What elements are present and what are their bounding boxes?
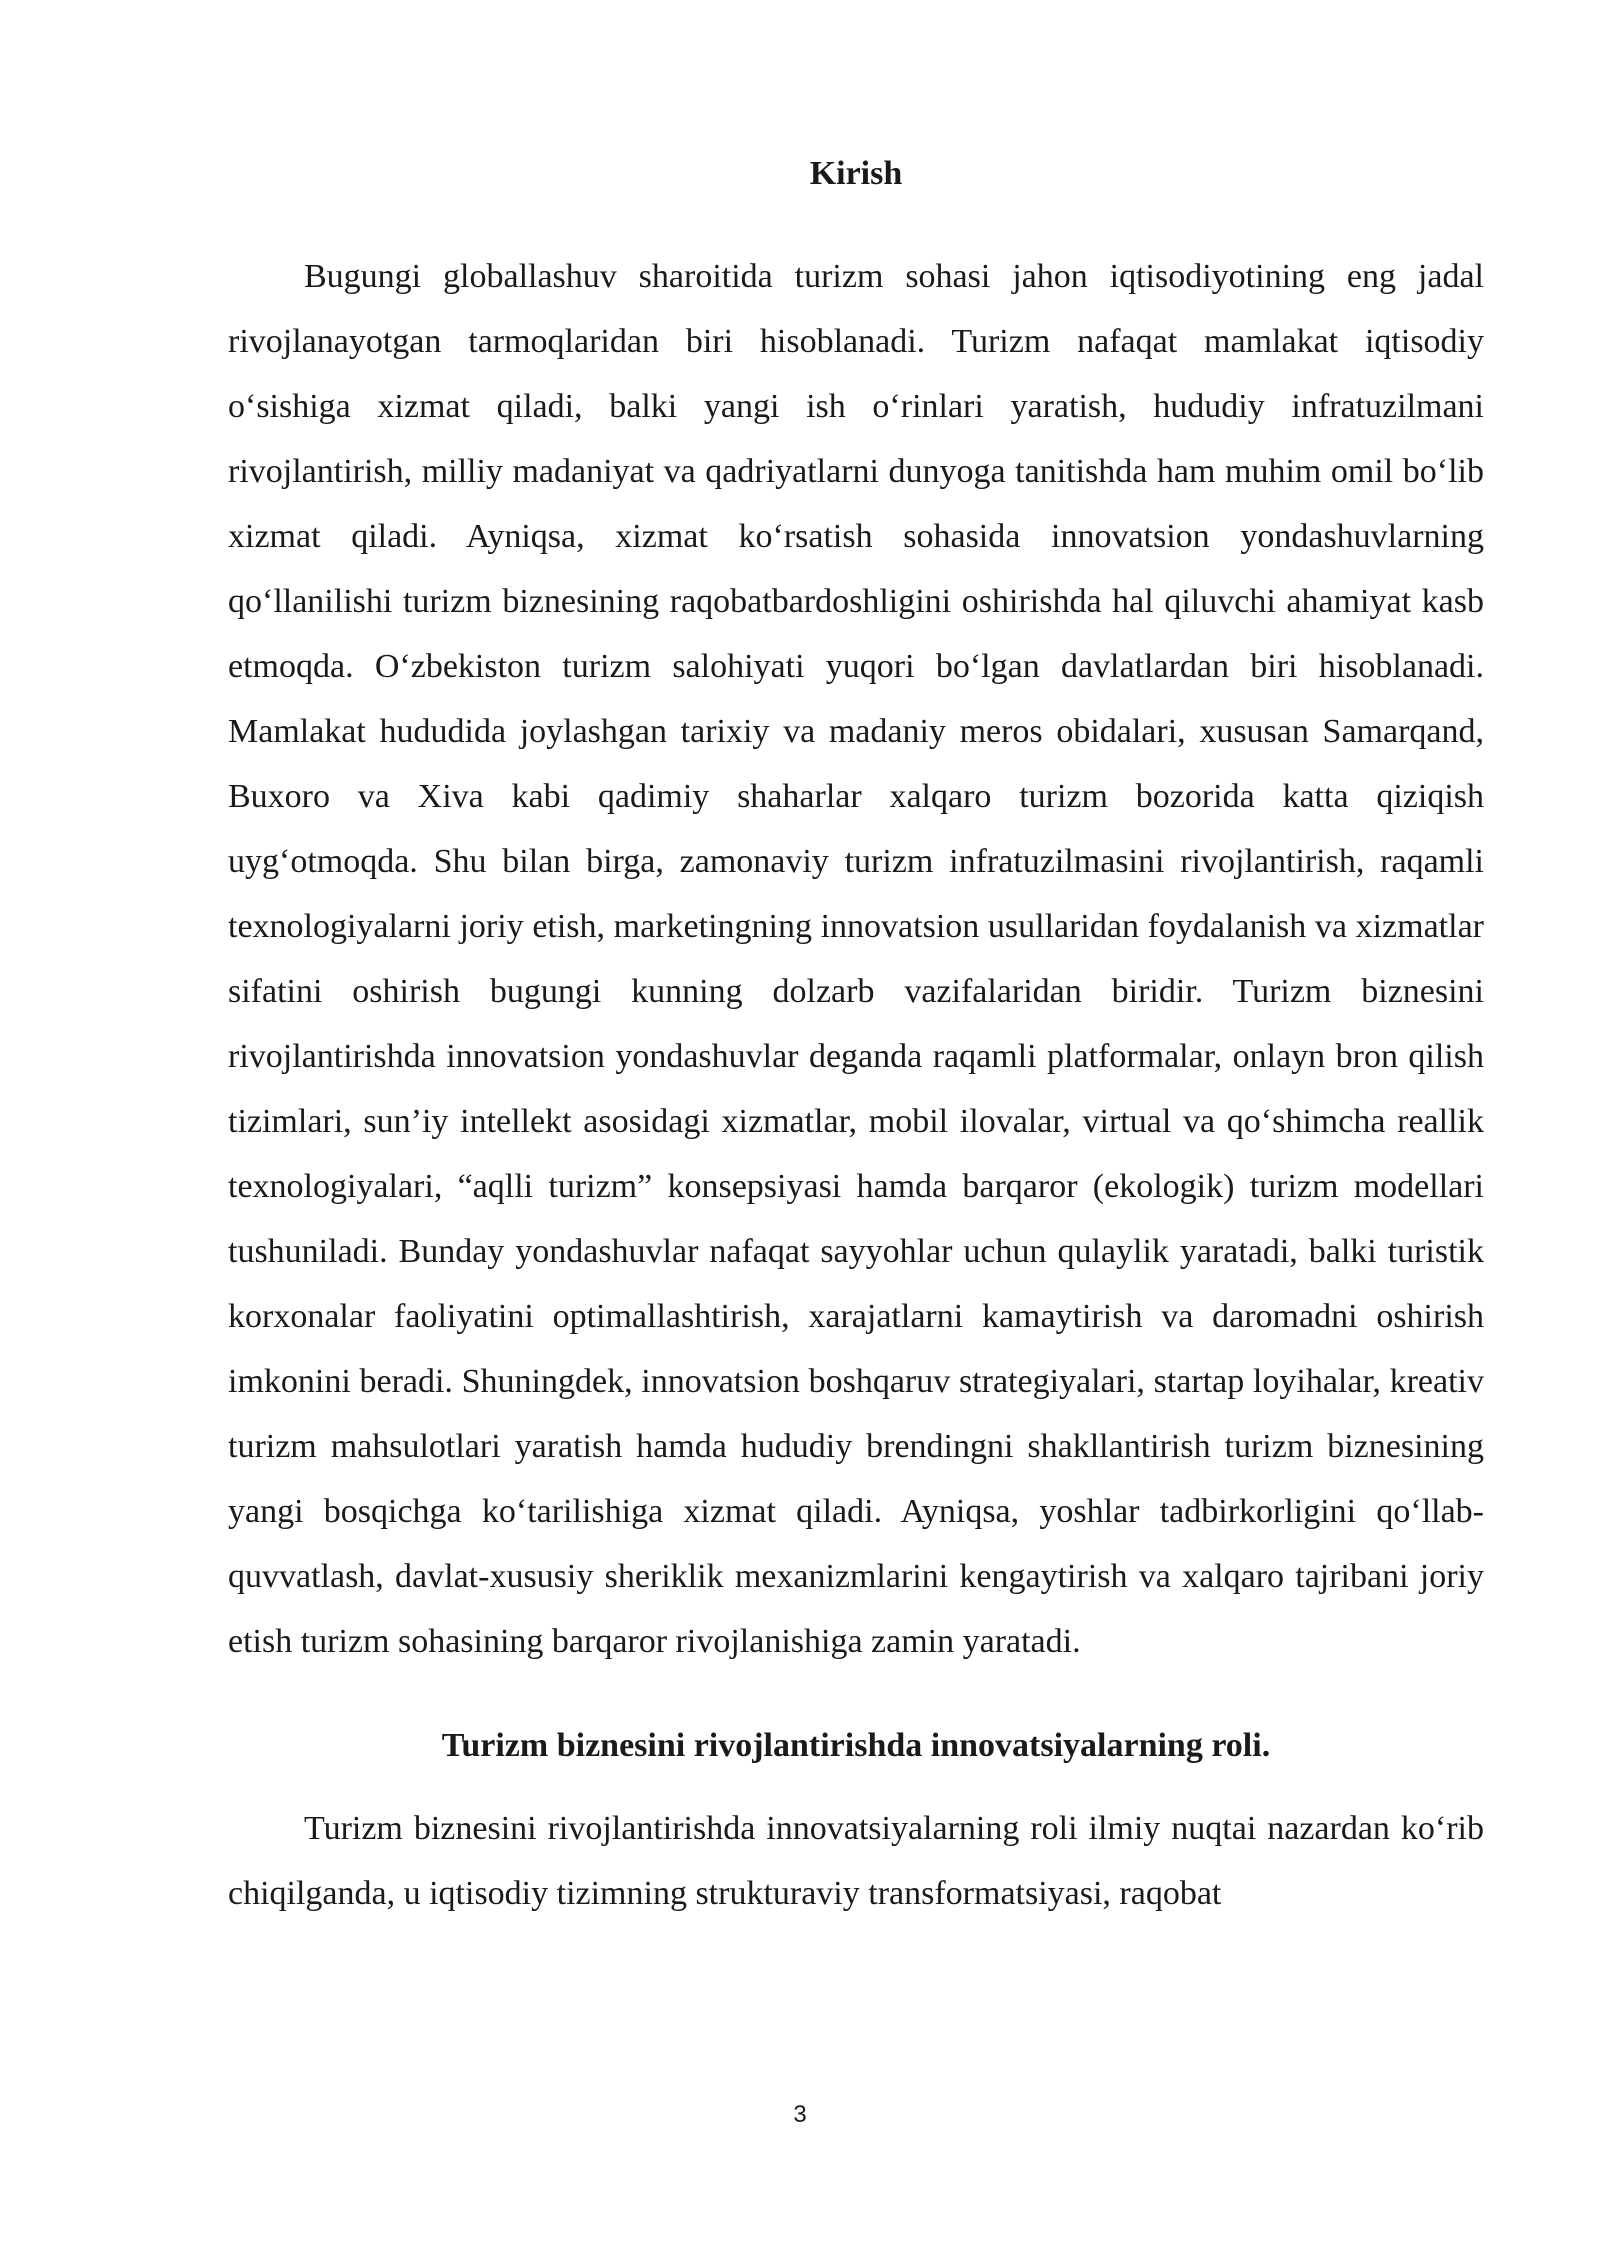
section-heading-kirish: Kirish [809, 155, 903, 192]
section-heading-innovations: Turizm biznesini rivojlantirishda innovatsiyalarning roli. [441, 1727, 1271, 1764]
page-number: 3 [793, 2101, 807, 2128]
page-content [228, 148, 1484, 1926]
intro-paragraph: Bugungi globallashuv sharoitida turizm sohasi jahon iqtisodiyotining eng jadal rivojlanayotgan tarmoqlaridan biri hisoblanadi. Turizm nafaqat mamlakat iqtisodiy o‘sishiga xizmat qiladi, balki yangi ish o‘rinlari yaratish, hududiy infratuzilmani rivojlantirish, milliy madaniyat va qadriyatlarni dunyoga tanitishda ham muhim omil bo‘lib xizmat qiladi. Ayniqsa, xizmat ko‘rsatish sohasida innovatsion yondashuvlarning qo‘llanilishi turizm biznesining raqobatbardoshligini oshirishda hal qiluvchi ahamiyat kasb etmoqda. O‘zbekiston turizm salohiyati yuqori bo‘lgan davlatlardan biri hisoblanadi. Mamlakat hududida joylashgan tarixiy va madaniy meros obidalari, xususan Samarqand, Buxoro va Xiva kabi qadimiy shaharlar xalqaro turizm bozorida katta qiziqish uyg‘otmoqda. Shu bilan birga, zamonaviy turizm infratuzilmasini rivojlantirish, raqamli texnologiyalarni joriy etish, marketingning innovatsion usullaridan foydalanish va xizmatlar sifatini oshirish bugungi kunning dolzarb vazifalaridan biridir. Turizm biznesini rivojlantirishda innovatsion yondashuvlar deganda raqamli platformalar, onlayn bron qilish tizimlari, sun’iy intellekt asosidagi xizmatlar, mobil ilovalar, virtual va qo‘shimcha reallik texnologiyalari, “aqlli turizm” konsepsiyasi hamda barqaror (ekologik) turizm modellari tushuniladi. Bunday yondashuvlar nafaqat sayyohlar uchun qulaylik yaratadi, balki turistik korxonalar faoliyatini optimallashtirish, xarajatlarni kamaytirish va daromadni oshirish imkonini beradi. Shuningdek, innovatsion boshqaruv strategiyalari, startap loyihalar, kreativ turizm mahsulotlari yaratish hamda hududiy brendingni shakllantirish turizm biznesining yangi bosqichga ko‘tarilishiga xizmat qiladi. Ayniqsa, yoshlar tadbirkorligini qo‘llab-quvvatlash, davlat-xususiy sheriklik mexanizmlarini kengaytirish va xalqaro tajribani joriy etish turizm sohasining barqaror rivojlanishiga zamin yaratadi. [228, 258, 1484, 1660]
innovations-paragraph: Turizm biznesini rivojlantirishda innovatsiyalarning roli ilmiy nuqtai nazardan ko‘rib chiqilganda, u iqtisodiy tizimning strukturaviy transformatsiyasi, raqobat [228, 1810, 1484, 1912]
